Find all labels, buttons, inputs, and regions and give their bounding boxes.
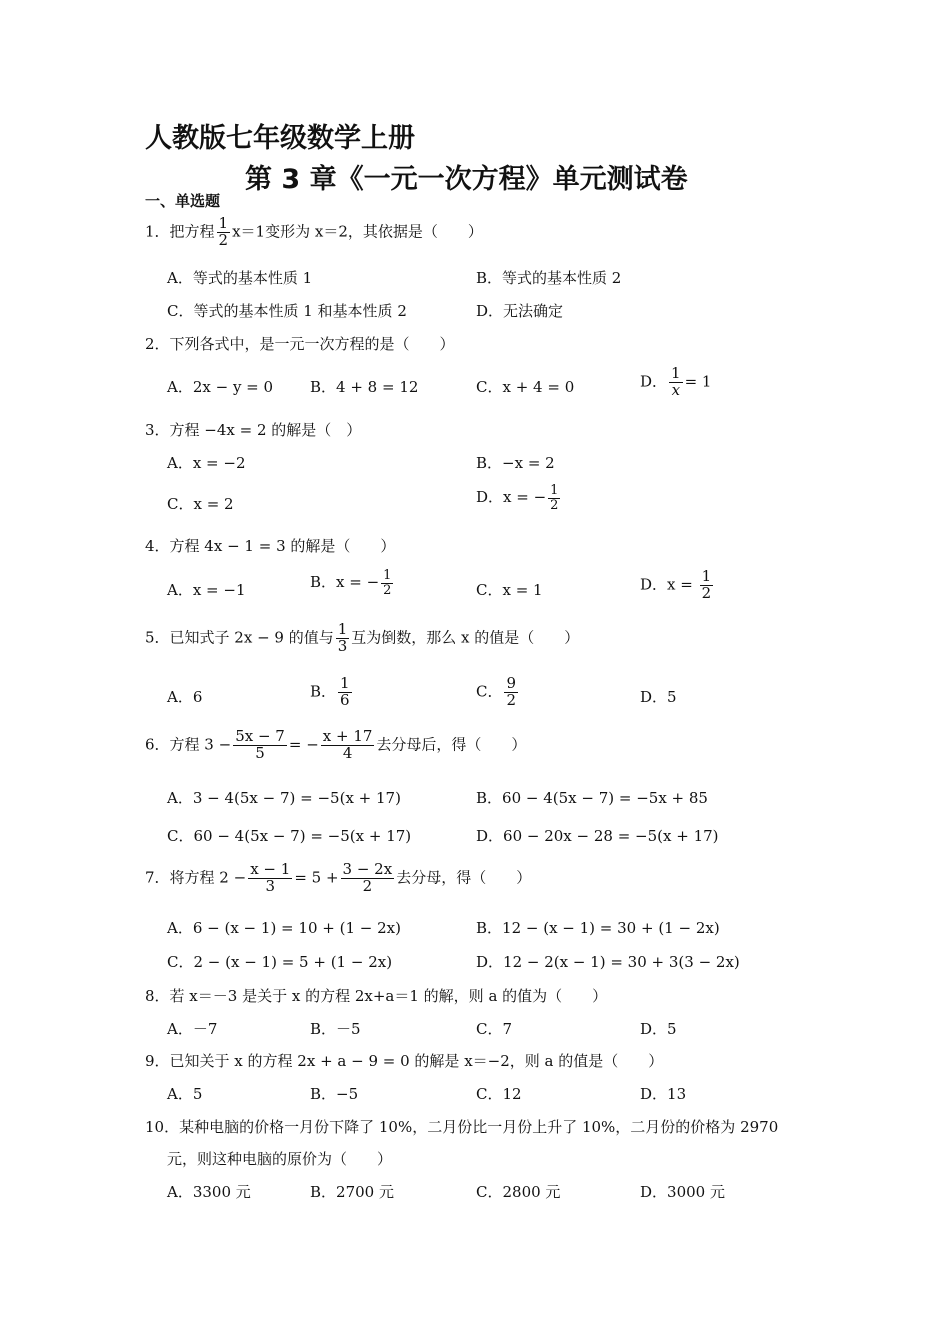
question-10-stem-continued: 元，则这种电脑的原价为（ ） bbox=[167, 1150, 393, 1168]
title-line-2: 第 3 章《一元一次方程》单元测试卷 bbox=[245, 164, 688, 195]
question-6-option-c: C．60 − 4(5x − 7) = −5(x + 17) bbox=[167, 827, 412, 845]
fraction: $\frac{1}{x}$ bbox=[671, 364, 681, 399]
question-3-option-b: B．−x = 2 bbox=[476, 454, 555, 472]
question-5-option-c: C． $\frac{9}{2}$ bbox=[476, 674, 517, 709]
question-8-option-b: B．－5 bbox=[310, 1020, 361, 1038]
question-10-option-b: B．2700 元 bbox=[310, 1183, 394, 1201]
question-6-option-a: A．3 − 4(5x − 7) = −5(x + 17) bbox=[167, 789, 401, 807]
question-2-option-b: B．4 + 8 = 12 bbox=[310, 378, 419, 396]
question-9-option-a: A．5 bbox=[167, 1085, 203, 1103]
section-heading: 一、单选题 bbox=[145, 192, 221, 210]
question-4-option-d: D．x = $\frac{1}{2}$ bbox=[640, 567, 712, 602]
question-2-stem: 2．下列各式中，是一元一次方程的是（ ） bbox=[145, 335, 455, 353]
fraction: $\frac{3 - 2x}{2}$ bbox=[342, 860, 393, 895]
question-9-option-d: D．13 bbox=[640, 1085, 687, 1103]
question-7-option-c: C．2 − (x − 1) = 5 + (1 − 2x) bbox=[167, 953, 393, 971]
question-1-option-a: A．等式的基本性质 1 bbox=[167, 269, 313, 287]
question-1-option-d: D．无法确定 bbox=[476, 302, 564, 320]
question-3-option-d: D．x = − $\frac{1}{2}$ bbox=[476, 483, 559, 513]
question-8-option-c: C．7 bbox=[476, 1020, 513, 1038]
question-7-stem: 7．将方程 2 − $\frac{x - 1}{3}$ = 5 + $\frac{3 - 2x}{2}$ 去分母，得（ ） bbox=[145, 860, 532, 895]
question-8-option-d: D．5 bbox=[640, 1020, 677, 1038]
question-9-option-c: C．12 bbox=[476, 1085, 522, 1103]
fraction: $\frac{1}{2}$ bbox=[550, 483, 559, 513]
question-6-option-b: B．60 − 4(5x − 7) = −5x + 85 bbox=[476, 789, 708, 807]
question-6-option-d: D．60 − 20x − 28 = −5(x + 17) bbox=[476, 827, 719, 845]
question-1-option-c: C．等式的基本性质 1 和基本性质 2 bbox=[167, 302, 407, 320]
fraction: $\frac{1}{6}$ bbox=[340, 674, 350, 709]
question-5-stem: 5．已知式子 2x − 9 的值与 $\frac{1}{3}$ 互为倒数，那么 x 的值是（ ） bbox=[145, 620, 580, 655]
question-1-stem: 1．把方程 $\frac{1}{2}$ x＝1变形为 x＝2，其依据是（ ） bbox=[145, 214, 483, 249]
fraction: $\frac{5x - 7}{5}$ bbox=[235, 727, 285, 762]
question-4-option-a: A．x = −1 bbox=[167, 581, 246, 599]
question-3-stem: 3．方程 −4x = 2 的解是（ ） bbox=[145, 421, 362, 439]
question-3-option-a: A．x = −2 bbox=[167, 454, 246, 472]
title-line-1: 人教版七年级数学上册 bbox=[145, 123, 415, 154]
question-2-option-d: D． $\frac{1}{x}$ = 1 bbox=[640, 364, 712, 399]
fraction: $\frac{9}{2}$ bbox=[506, 674, 517, 709]
question-2-option-a: A．2x − y = 0 bbox=[167, 378, 274, 396]
fraction: $\frac{x + 17}{4}$ bbox=[322, 727, 373, 762]
question-3-option-c: C．x = 2 bbox=[167, 495, 234, 513]
question-4-option-b: B．x = − $\frac{1}{2}$ bbox=[310, 568, 392, 598]
question-10-option-a: A．3300 元 bbox=[167, 1183, 251, 1201]
question-10-option-d: D．3000 元 bbox=[640, 1183, 725, 1201]
fraction: $\frac{1}{2}$ bbox=[218, 214, 229, 249]
question-9-option-b: B．−5 bbox=[310, 1085, 359, 1103]
question-6-stem: 6．方程 3 − $\frac{5x - 7}{5}$ = − $\frac{x + 17}{4}$ 去分母后，得（ ） bbox=[145, 727, 527, 762]
question-7-option-a: A．6 − (x − 1) = 10 + (1 − 2x) bbox=[167, 919, 401, 937]
fraction: $\frac{1}{2}$ bbox=[383, 568, 392, 598]
fraction: $\frac{1}{2}$ bbox=[701, 567, 712, 602]
question-5-option-b: B． $\frac{1}{6}$ bbox=[310, 674, 350, 709]
question-8-option-a: A．－7 bbox=[167, 1020, 218, 1038]
question-8-stem: 8．若 x＝－3 是关于 x 的方程 2x+a＝1 的解，则 a 的值为（ ） bbox=[145, 987, 608, 1005]
question-7-option-b: B．12 − (x − 1) = 30 + (1 − 2x) bbox=[476, 919, 720, 937]
question-7-option-d: D．12 − 2(x − 1) = 30 + 3(3 − 2x) bbox=[476, 953, 740, 971]
question-1-option-b: B．等式的基本性质 2 bbox=[476, 269, 622, 287]
fraction: $\frac{1}{3}$ bbox=[337, 620, 348, 655]
question-10-option-c: C．2800 元 bbox=[476, 1183, 561, 1201]
question-10-stem: 10．某种电脑的价格一月份下降了 10%，二月份比一月份上升了 10%，二月份的价格为 2970 bbox=[145, 1118, 779, 1136]
fraction: $\frac{x - 1}{3}$ bbox=[250, 860, 291, 895]
question-4-stem: 4．方程 4x − 1 = 3 的解是（ ） bbox=[145, 537, 396, 555]
question-5-option-a: A．6 bbox=[167, 688, 203, 706]
question-5-option-d: D．5 bbox=[640, 688, 677, 706]
question-4-option-c: C．x = 1 bbox=[476, 581, 543, 599]
question-2-option-c: C．x + 4 = 0 bbox=[476, 378, 575, 396]
question-9-stem: 9．已知关于 x 的方程 2x + a − 9 = 0 的解是 x＝−2，则 a 的值是（ ） bbox=[145, 1052, 664, 1070]
